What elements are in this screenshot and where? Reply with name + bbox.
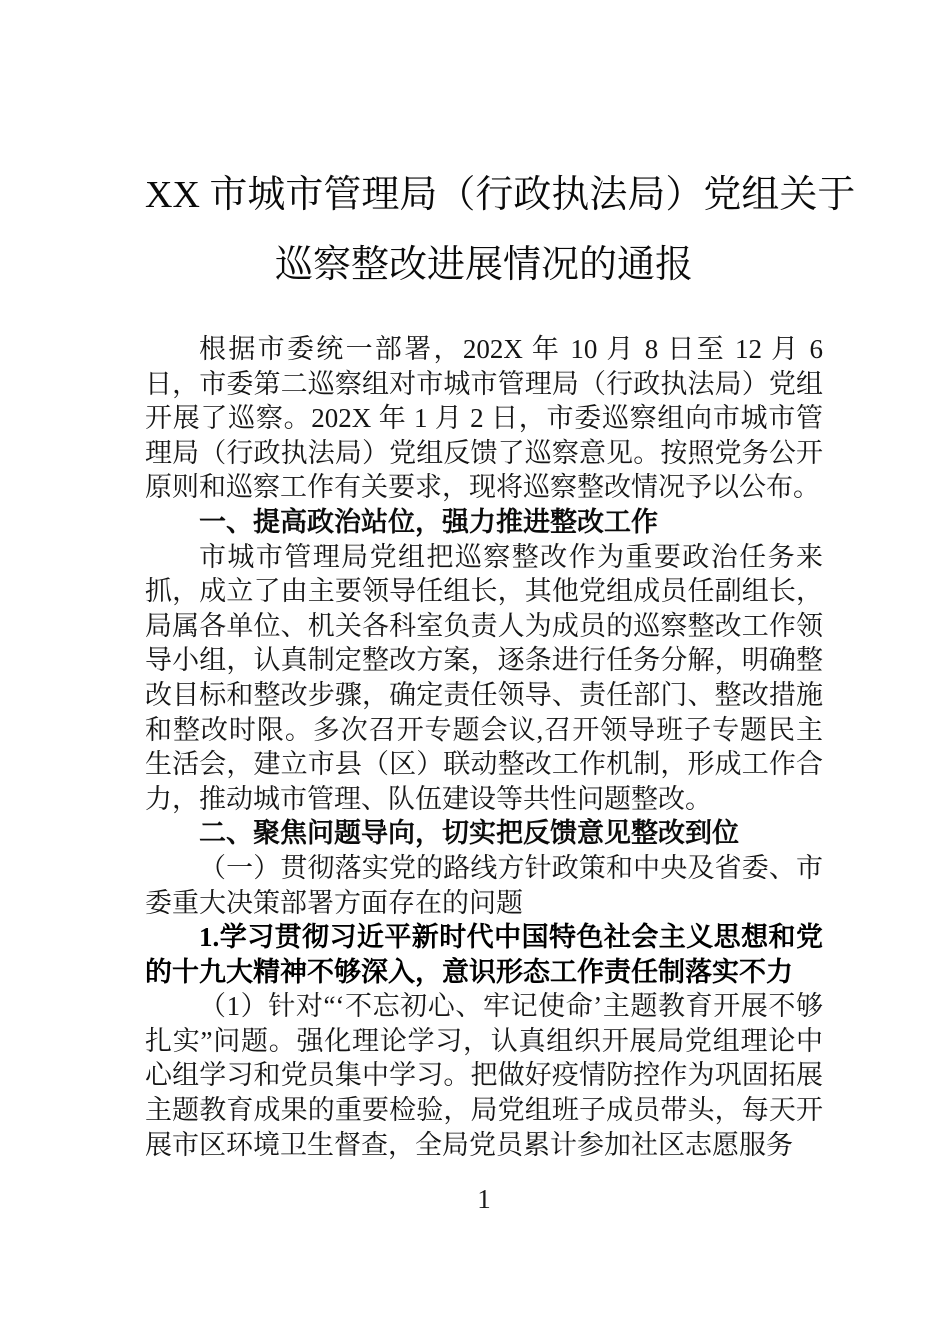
document-title-line-1: XX 市城市管理局（行政执法局）党组关于 [145, 174, 856, 216]
section-2-heading: 二、聚焦问题导向，切实把反馈意见整改到位 [199, 818, 739, 849]
page-footer [145, 1182, 823, 1216]
document-title-line-2: 巡察整改进展情况的通报 [274, 244, 693, 286]
page-number: 1 [477, 1184, 491, 1214]
document-title [145, 160, 856, 300]
document-body [145, 332, 823, 1162]
intro-paragraph: 根据市委统一部署，202X 年 10 月 8 日至 12 月 6 日，市委第二巡察组对市城市管理局（行政执法局）党组开展了巡察。202X 年 1 月 2 日，市委巡察组向市城市管理局（行政执法局）党组反馈了巡察意见。按照党务公开原则和巡察工作有关要求，现将巡察整改情况予以公布。 [145, 334, 823, 503]
section-1-paragraph: 市城市管理局党组把巡察整改作为重要政治任务来抓，成立了由主要领导任组长，其他党组成员任副组长，局属各单位、机关各科室负责人为成员的巡察整改工作领导小组，认真制定整改方案，逐条进行任务分解，明确整改目标和整改步骤，确定责任领导、责任部门、整改措施和整改时限。多次召开专题会议,召开领导班子专题民主生活会，建立市县（区）联动整改工作机制，形成工作合力，推动城市管理、队伍建设等共性问题整改。 [145, 541, 823, 814]
issue-1-paragraph: （1）针对“‘不忘初心、牢记使命’主题教育开展不够扎实”问题。强化理论学习，认真组织开展局党组理论中心组学习和党员集中学习。把做好疫情防控作为巩固拓展主题教育成果的重要检验，局党组班子成员带头，每天开展市区环境卫生督查，全局党员累计参加社区志愿服务 [145, 991, 823, 1160]
subsection-2-1-heading: （一）贯彻落实党的路线方针政策和中央及省委、市委重大决策部署方面存在的问题 [145, 852, 823, 918]
issue-1-heading: 1.学习贯彻习近平新时代中国特色社会主义思想和党的十九大精神不够深入，意识形态工作责任制落实不力 [145, 922, 823, 987]
section-1-heading: 一、提高政治站位，强力推进整改工作 [199, 506, 658, 537]
